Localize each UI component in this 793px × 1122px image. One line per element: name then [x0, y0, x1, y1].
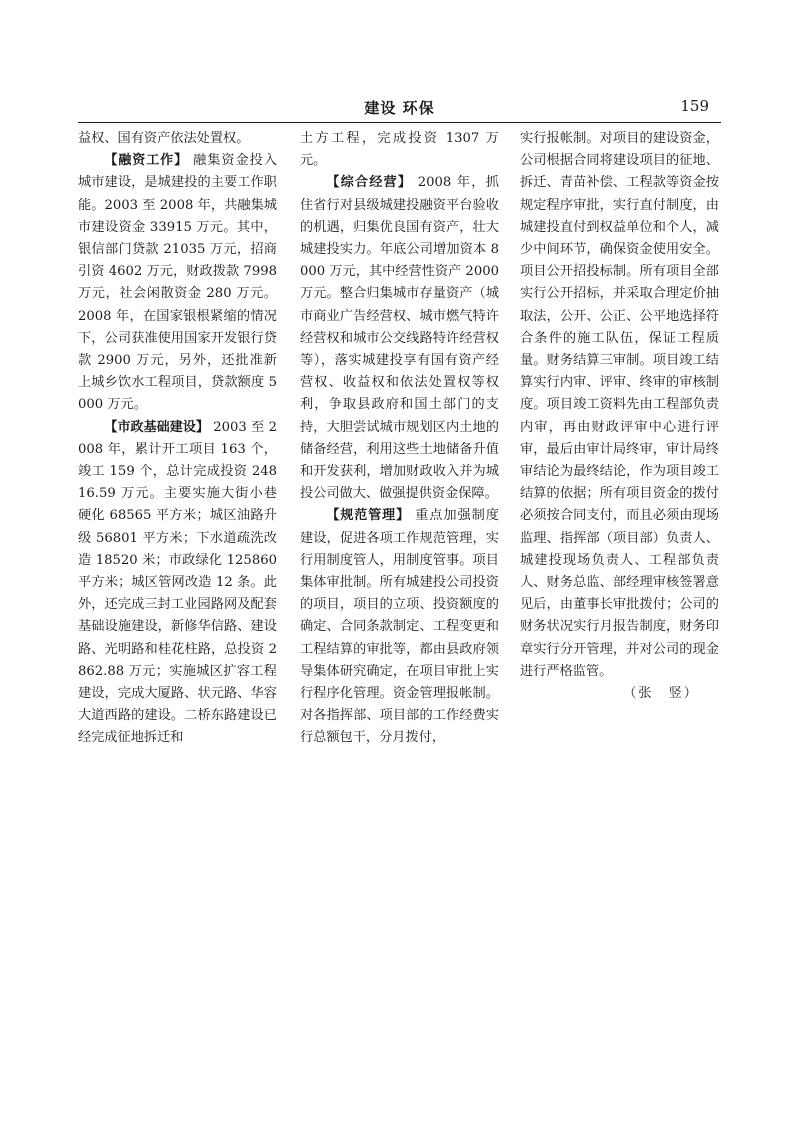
paragraph-management-text: 重点加强制度建设，促进各项工作规范管理，实行用制度管人，用制度管事。项目集体审批制。所有城建投公司投资的项目，项目的立项、投资额度的确定、合同条款制定、工程变更和工程结算的审批等，都由县政府领导集体研究确定，在项目审批上实行程序化管理。资金管理报帐制。对各指挥部、项目部的工作经费实行总额包干，分月拨付， [300, 508, 499, 746]
paragraph-management [300, 505, 499, 749]
heading-municipal: 【市政基础建设】 [104, 419, 209, 435]
author-byline: （张 竖） [623, 686, 699, 702]
heading-operations: 【综合经营】 [326, 175, 413, 191]
text-column-2 [300, 128, 499, 750]
text-column-3 [520, 128, 719, 705]
text-column-1 [78, 128, 277, 750]
section-title: 建设 环保 [364, 99, 435, 117]
paragraph-operations [300, 172, 499, 505]
heading-financing: 【融资工作】 [104, 153, 189, 169]
paragraph-municipal-text: 2003 至 2008 年，累计开工项目 163 个，竣工 159 个，总计完成投资 24816.59 万元。主要实施大街小巷硬化 68565 平方米；城区油路升级 56801 平方米；下水道疏洗改造 18520 米；市政绿化 125860 平方米；城区管网改造 12 条。此外，还完成三封工业园路网及配套基础设施建设，新修华信路、建设路、光明路和桂花柱路，总投资 2862.88 万元；实施城区扩容工程建设，完成大厦路、状元路、华容大道西路的建设。二桥东路建设已经完成征地拆迁和 [78, 419, 277, 746]
continued-paragraph: 益权、国有资产依法处置权。 [78, 131, 250, 146]
continued-paragraph: 土方工程，完成投资 1307 万元。 [300, 131, 499, 169]
paragraph-municipal [78, 417, 277, 750]
header-rule [78, 122, 721, 123]
heading-management: 【规范管理】 [326, 508, 411, 524]
continued-paragraph: 实行报帐制。对项目的建设资金，公司根据合同将建设项目的征地、拆迁、青苗补偿、工程款等资金按规定程序审批，实行直付制度，由城建投直付到权益单位和个人，减少中间环节，确保资金使用安全。项目公开招投标制。所有项目全部实行公开招标，并采取合理定价抽取法，公开、公正、公平地选择符合条件的施工队伍，保证工程质量。财务结算三审制。项目竣工结算实行内审、评审、终审的审核制度。项目竣工资料先由工程部负责内审，再由财政评审中心进行评审，最后由审计局终审，审计局终审结论为最终结论，作为项目竣工结算的依据；所有项目资金的拨付必须按合同支付，而且必须由现场监理、指挥部（项目部）负责人、城建投现场负责人、工程部负责人、财务总监、部经理审核签署意见后，由董事长审批拨付；公司的财务状况实行月报告制度，财务印章实行分开管理，并对公司的现金进行严格监管。 [520, 131, 719, 679]
page-number: 159 [680, 97, 709, 115]
paragraph-operations-text: 2008 年，抓住省行对县级城建投融资平台验收的机遇，归集优良国有资产，壮大城建投实力。年底公司增加资本 8000 万元，其中经营性资产 2000 万元。整合归集城市存量资产（城市商业广告经营权、城市燃气特许经营权和城市公交线路特许经营权等），落实城建投享有国有资产经营权、收益权和依法处置权等权利，争取县政府和国土部门的支持，大胆尝试城市规划区内土地的储备经营，利用这些土地储备升值和开发获利，增加财政收入并为城投公司做大、做强提供资金保障。 [300, 175, 499, 502]
page-header [78, 94, 721, 120]
paragraph-financing [78, 150, 277, 416]
paragraph-financing-text: 融集资金投入城市建设，是城建投的主要工作职能。2003 至 2008 年，共融集城市建设资金 33915 万元。其中，银信部门贷款 21035 万元，招商引资 4602 万元，财政拨款 7998 万元，社会闲散资金 280 万元。2008 年，在国家银根紧缩的情况下，公司获准使用国家开发银行贷款 2900 万元，另外，还批准新上城乡饮水工程项目，贷款额度 5000 万元。 [78, 153, 277, 413]
